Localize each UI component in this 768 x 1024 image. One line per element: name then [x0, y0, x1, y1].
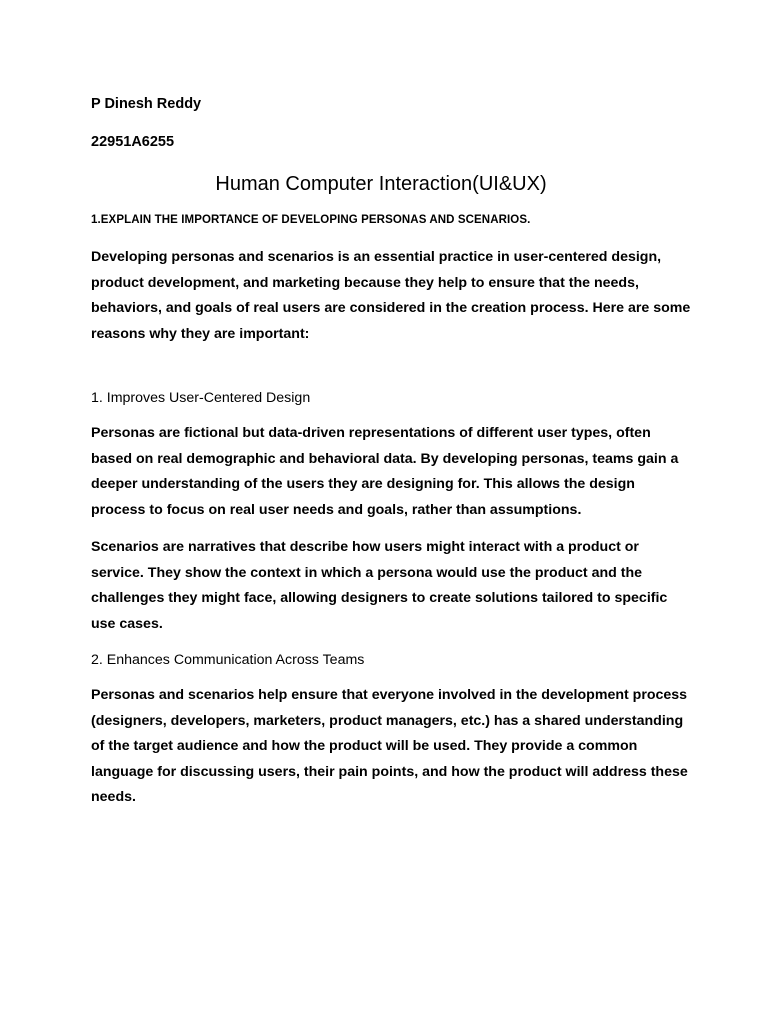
intro-paragraph: Developing personas and scenarios is an essential practice in user-centered design, product development, and marketing because they help to ensure that the needs, behaviors, and goals of real users are considered in the creation process. Here are some reasons why they are important:: [91, 249, 691, 342]
author-name: P Dinesh Reddy: [91, 96, 202, 112]
roll-number: 22951A6255: [91, 134, 175, 150]
question-heading: 1.EXPLAIN THE IMPORTANCE OF DEVELOPING PERSONAS AND SCENARIOS.: [91, 214, 531, 226]
document-content: [91, 93, 691, 823]
paragraph-shared-understanding: Personas and scenarios help ensure that everyone involved in the development process (designers, developers, marketers, product managers, etc.) has a shared understanding of the target audience and how the product will be used. They provide a common language for discussing users, their pain points, and how the product will address these needs.: [91, 687, 688, 805]
section-heading-user-centered-design: 1. Improves User-Centered Design: [91, 390, 311, 406]
document-title: Human Computer Interaction(UI&UX): [215, 173, 547, 195]
paragraph-scenarios: Scenarios are narratives that describe how users might interact with a product or service. They show the context in which a persona would use the product and the challenges they might face, allowing designers to create solutions tailored to specific use cases.: [91, 539, 668, 632]
section-heading-communication: 2. Enhances Communication Across Teams: [91, 652, 365, 668]
paragraph-personas: Personas are fictional but data-driven representations of different user types, often based on real demographic and behavioral data. By developing personas, teams gain a deeper understanding of the users they are designing for. This allows the design process to focus on real user needs and goals, rather than assumptions.: [91, 425, 679, 518]
